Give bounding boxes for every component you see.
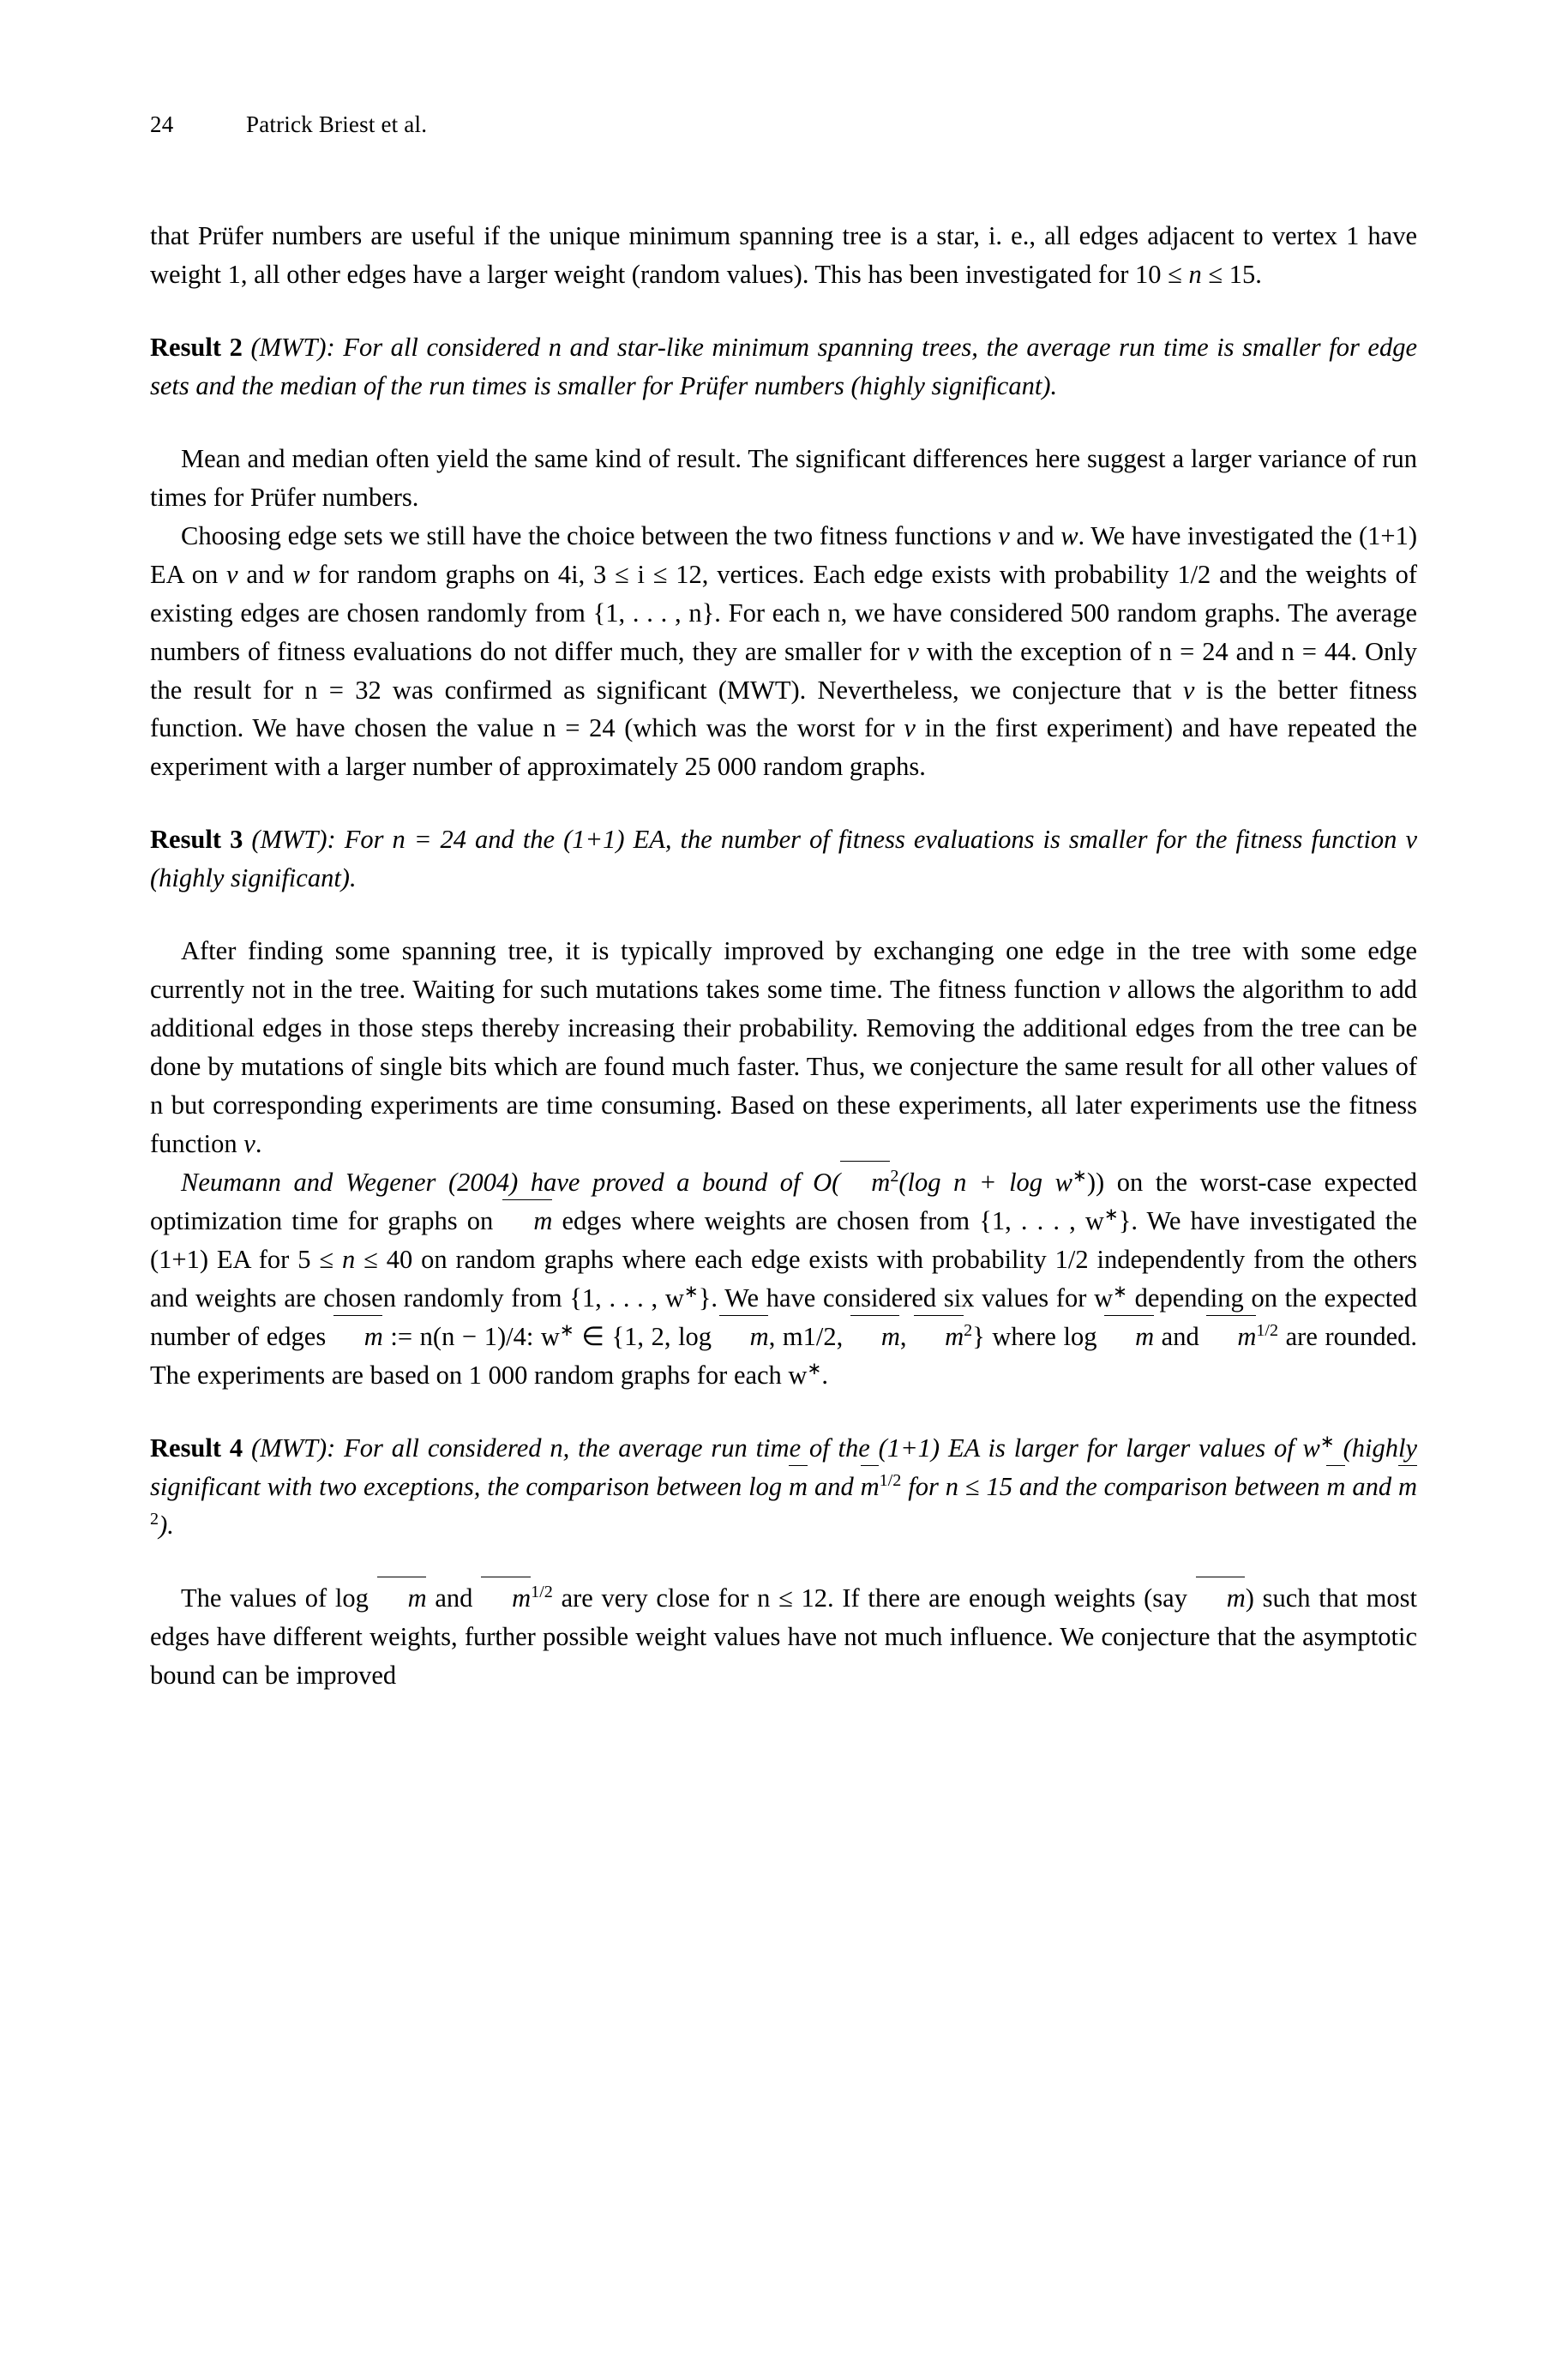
p3-text-i: is the better fitness function. We have chosen the value n = 24 (which was the worst for <box>150 675 1417 743</box>
p2-text: Mean and median often yield the same kind of result. The significant differences here suggest a larger variance of run times for Prüfer numbers. <box>150 443 1417 512</box>
star-7: ∗ <box>1319 1432 1335 1451</box>
var-w-2: w <box>292 559 310 589</box>
p1-text-b: n <box>1181 259 1209 289</box>
exp-2-b: 2 <box>964 1320 973 1340</box>
m-bar: m <box>377 1579 427 1618</box>
p4-text-a: After finding some spanning tree, it is typically improved by exchanging one edge in the tree with some edge currently not in the tree. Waiting for such mutations takes some time. The fitness function <box>150 936 1417 1005</box>
body-column <box>150 217 1417 1694</box>
p5-text-l: } where log m and m <box>972 1322 1256 1351</box>
paragraph-spanning-tree <box>150 932 1417 1163</box>
page-number: 24 <box>150 111 174 137</box>
paragraph-values-close <box>150 1579 1417 1695</box>
exp-half-2: 1/2 <box>1256 1320 1279 1340</box>
m-bar: m <box>1326 1468 1345 1506</box>
m-bar: m <box>861 1468 880 1506</box>
m-bar: m <box>502 1202 552 1241</box>
p3-text-d: and <box>237 559 293 589</box>
running-title: Patrick Briest et al. <box>246 111 428 137</box>
p5-text-c: )) on the worst-case expected optimization time for graphs on m edges where weights are chosen from {1, . . . , w <box>150 1168 1417 1235</box>
leq-symbol-4: ≤ <box>652 559 668 589</box>
var-w-1: w <box>1060 520 1078 550</box>
p5-text-j-wrap: ∈ {1, 2, log m, m1/2 <box>574 1322 837 1351</box>
leq-symbol-2: ≤ <box>1208 259 1223 289</box>
result-3-paren: (MWT) <box>251 825 327 855</box>
leq-symbol-8: ≤ <box>778 1583 793 1613</box>
result-4-paren: (MWT) <box>251 1433 327 1463</box>
result-2-paren: (MWT) <box>250 332 327 362</box>
m-bar: m <box>1196 1579 1246 1618</box>
var-v-2: v <box>226 559 238 589</box>
p5-text-f: 40 on random graphs where each edge exists with probability 1/2 independently from the others and weights are chosen randomly from {1, . . . , w <box>150 1244 1418 1313</box>
p3-text-b: and <box>1009 520 1061 550</box>
leq-symbol-6: ≤ <box>363 1244 378 1274</box>
p4-text-c: . <box>255 1129 262 1159</box>
p3-text-e: for random graphs on 4i, 3 <box>309 559 616 589</box>
star-4: ∗ <box>1113 1282 1127 1301</box>
var-v-6: v <box>1108 975 1120 1005</box>
m-bar: m <box>1104 1318 1154 1356</box>
m-bar: m <box>914 1318 964 1356</box>
result-4-label: Result 4 <box>150 1433 243 1463</box>
p1-text-c: 15. <box>1223 259 1262 289</box>
star-5: ∗ <box>559 1320 574 1340</box>
page-header <box>150 111 1418 138</box>
leq-symbol-1: ≤ <box>1168 259 1182 289</box>
result-3-text: : For n = 24 and the (1+1) EA, the number of fitness evaluations is smaller for the fitness function v (highly significant). <box>150 825 1418 893</box>
var-v-3: v <box>907 636 919 666</box>
star-6: ∗ <box>807 1359 822 1379</box>
star-1: ∗ <box>1072 1166 1087 1186</box>
p5-text-a: Neumann and Wegener (2004) have proved a bound of O( m <box>181 1168 890 1197</box>
m-bar: m <box>789 1468 808 1506</box>
star-3: ∗ <box>683 1282 699 1301</box>
p1-text-a: that Prüfer numbers are useful if the unique minimum spanning tree is a star, i. e., all edges adjacent to vertex 1 have weight 1, all other edges have a larger weight (random values). This has been investigated for 10 <box>150 221 1417 289</box>
p5-text-d: }. We have investigated the (1+1) EA for 5 <box>150 1205 1417 1274</box>
exp-half-4: 1/2 <box>531 1582 553 1601</box>
paragraph-neumann-wegener <box>150 1163 1417 1395</box>
result-4-text-c: for n <box>901 1471 965 1501</box>
m-bar: m <box>1398 1468 1417 1506</box>
result-4-block <box>150 1429 1417 1545</box>
paragraph-mean-median <box>150 440 1417 517</box>
p3-text-j: in the first experiment) and have repeated the experiment with a larger number of approximately 25 000 random graphs. <box>150 713 1417 782</box>
result-3-block <box>150 820 1417 898</box>
var-v-1: v <box>998 520 1010 550</box>
p5-text-b: (log n + log w <box>898 1168 1072 1198</box>
result-4-text-a: : For all considered n, the average run time of the (1+1) EA is larger for larger values of w <box>327 1433 1320 1463</box>
p5-text-i: := n(n − 1)/4: w <box>382 1321 560 1351</box>
p3-text-f: i <box>628 559 653 589</box>
star-2: ∗ <box>1103 1205 1119 1224</box>
leq-symbol-3: ≤ <box>615 559 629 589</box>
p3-text-g: 12, vertices. Each edge exists with probability 1/2 and the weights of existing edges are chosen randomly from {1, . . . , n}. For each n, we have considered 500 random graphs. The average numbers of fitness evaluations do not differ much, they are smaller for <box>150 559 1417 666</box>
p6-text-c: 12. If there are enough weights (say m) such that most edges have different weights, further possible weight values have not much influence. We conjecture that the asymptotic bound can be improved <box>150 1583 1417 1690</box>
p5-text-h: depending on the expected number of edges <box>150 1283 1417 1351</box>
p5-text-n: . <box>821 1360 828 1390</box>
exp-2-a: 2 <box>890 1166 899 1186</box>
p4-text-b: allows the algorithm to add additional edges in those steps thereby increasing their probability. Removing the additional edges from the tree can be done by mutations of single bits which are found much faster. Thus, we conjecture the same result for all other values of n but corresponding experiments are time consuming. Based on these experiments, all later experiments use the fitness function <box>150 975 1417 1159</box>
result-2-label: Result 2 <box>150 332 243 362</box>
result-2-text: : For all considered n and star-like minimum spanning trees, the average run time is smaller for edge sets and the median of the run times is smaller for Prüfer numbers (highly significant). <box>150 332 1417 400</box>
p6-text-b: are very close for n <box>552 1583 779 1613</box>
result-4-text-e: ). <box>159 1510 174 1540</box>
var-v-7: v <box>243 1129 255 1159</box>
m-bar: m <box>840 1163 890 1202</box>
p5-text-m: are rounded. The experiments are based on 1 000 random graphs for each w <box>150 1321 1418 1390</box>
p3-text-h: with the exception of n = 24 and n = 44. Only the result for n = 32 was confirmed as significant (MWT). Nevertheless, we conjecture that <box>150 636 1417 705</box>
result-3-label: Result 3 <box>150 825 243 855</box>
result-2-block <box>150 328 1417 406</box>
p3-text-a: Choosing edge sets we still have the choice between the two fitness functions <box>181 520 999 550</box>
m-bar: m <box>850 1318 900 1356</box>
var-v-4: v <box>1182 675 1195 705</box>
paragraph-continuation <box>150 217 1417 294</box>
exp-2-c: 2 <box>150 1509 159 1529</box>
p6-text-a: The values of log m and m <box>181 1583 531 1613</box>
p3-text-c: . We have investigated the (1+1) EA on <box>150 520 1418 589</box>
p5-text-e: n <box>333 1244 364 1274</box>
p5-text-k: , m, m <box>837 1322 964 1351</box>
result-4-text-b: (highly significant with two exceptions, the comparison between log m and m <box>150 1433 1417 1501</box>
m-bar: m <box>481 1579 531 1618</box>
paragraph-edge-sets <box>150 517 1417 787</box>
m-bar-1: m <box>333 1318 383 1356</box>
result-4-text-d: 15 and the comparison between m and m <box>980 1472 1417 1501</box>
exp-half-3: 1/2 <box>879 1470 902 1490</box>
p5-text-g: }. We have considered six values for w <box>698 1283 1114 1313</box>
leq-symbol-5: ≤ <box>319 1244 334 1274</box>
leq-symbol-7: ≤ <box>964 1471 980 1501</box>
var-v-5: v <box>904 713 916 743</box>
m-bar: m <box>719 1318 769 1356</box>
m-bar: m <box>1206 1318 1256 1356</box>
